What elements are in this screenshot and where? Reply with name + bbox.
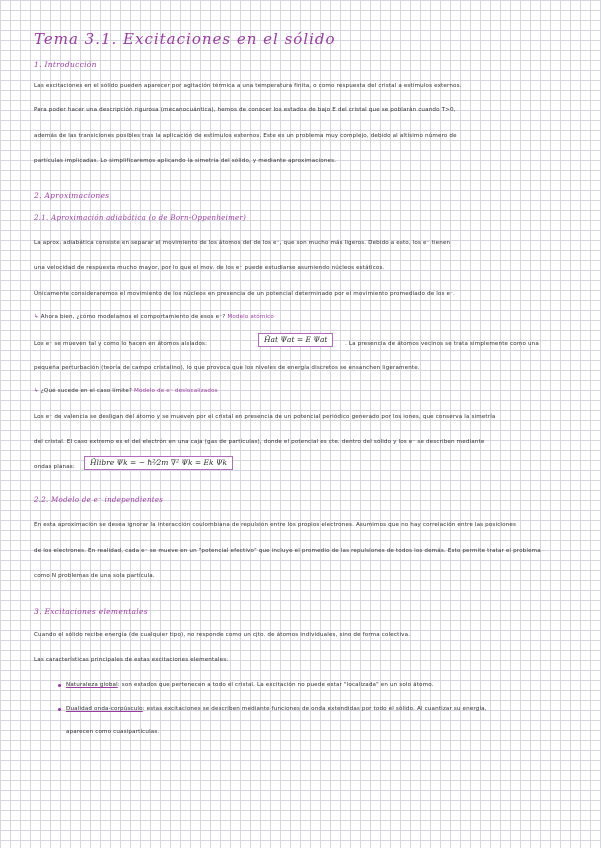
text-fragment: Los e⁻ se mueven tal y como lo hacen en átomos aislados: — [34, 341, 208, 347]
text-line: En esta aproximación se desea ignorar la interacción coulombiana de repulsión entre los propios electrones. Asumimos que no hay correlación entre las posiciones — [34, 522, 517, 528]
bullet-icon — [58, 708, 61, 711]
bullet-text: : estas excitaciones se describen mediante funciones de onda extendidas por todo el sólido. Al cuantizar su energía, — [142, 706, 487, 712]
page-title: Tema 3.1. Excitaciones en el sólido — [34, 30, 336, 48]
text-line: La aprox. adiabática consiste en separar el movimiento de los átomos del de los e⁻, que son mucho más ligeros. Debido a esto, los e⁻ tienen — [34, 240, 451, 246]
text-line: una velocidad de respuesta mucho mayor, por lo que el mov. de los e⁻ puede estudiarse asumiendo núcleos estáticos. — [34, 265, 385, 271]
section-heading-introduccion: 1. Introducción — [34, 60, 97, 69]
section-heading-excitaciones: 3. Excitaciones elementales — [34, 607, 148, 616]
text-line: como N problemas de una sola partícula. — [34, 573, 155, 579]
text-line-with-formula — [34, 340, 207, 348]
question-line — [34, 387, 218, 395]
text-line: Únicamente consideraremos el movimiento de los núcleos en presencia de un potencial determinado por el movimiento promediado de los e⁻. — [34, 291, 456, 297]
subsection-heading-adiabatica: 2.1. Aproximación adiabática (o de Born-Oppenheimer) — [34, 214, 247, 222]
text-line: del cristal. El caso extremo es el del electrón en una caja (gas de partículas), donde el potencial es cte. dentro del sólido y los e⁻ se describen mediante — [34, 439, 485, 445]
bullet-term: Naturaleza global — [66, 682, 118, 688]
question-line — [34, 313, 274, 321]
bullet-item — [66, 705, 487, 713]
text-line: además de las transiciones posibles tras la aplicación de estímulos externos. Este es un problema muy complejo, debido al altísimo número de — [34, 133, 457, 139]
question-answer: Modelo atómico — [227, 314, 274, 320]
text-line: Las excitaciones en el sólido pueden aparecer por agitación térmica a una temperatura finita, o como respuesta del cristal a estímulos externos. — [34, 83, 462, 89]
text-fragment: . La presencia de átomos vecinos se trata simplemente como una — [345, 341, 539, 347]
subsection-heading-independientes: 2.2. Modelo de e⁻ independientes — [34, 496, 164, 504]
text-line: Las características principales de estas excitaciones elementales: — [34, 657, 229, 663]
text-fragment: ondas planas: — [34, 464, 75, 470]
arrow-icon: ↳ — [34, 314, 39, 320]
bullet-text: : son estados que pertenecen a todo el cristal. La excitación no puede estar "localizada" en un solo átomo. — [117, 682, 434, 688]
text-line: Para poder hacer una descripción rigurosa (mecanocuántica), hemos de conocer los estados de bajo E del cristal que se poblarán cuando T>0, — [34, 107, 456, 113]
text-line: pequeña perturbación (teoría de campo cristalino), lo que provoca que los niveles de energía discretos se ensanchen ligeramente. — [34, 365, 420, 371]
formula-box-atomic: Ĥat Ψat = E Ψat — [258, 333, 333, 347]
text-line: de los electrones. En realidad, cada e⁻ se mueve en un "potencial efectivo" que incluye el promedio de las repulsiones de todos los demás. Esto permite tratar el problema — [34, 548, 541, 554]
bullet-continuation: aparecen como cuasipartículas. — [66, 729, 160, 735]
text-line: partículas implicadas. Lo simplificaremos aplicando la simetría del sólido, y mediante aproximaciones. — [34, 158, 337, 164]
question-text: Ahora bien, ¿cómo modelamos el comportamiento de esos e⁻? — [40, 314, 226, 320]
bullet-term: Dualidad onda-corpúsculo — [66, 706, 143, 712]
section-heading-aproximaciones: 2. Aproximaciones — [34, 191, 110, 200]
text-line: Los e⁻ de valencia se desligan del átomo y se mueven por el cristal en presencia de un potencial periódico generado por los iones, que conserva la simetría — [34, 414, 496, 420]
formula-box-free-electron: Ĥlibre Ψk = − ħ²⁄2m ∇² Ψk = Ek Ψk — [84, 456, 233, 470]
question-text: ¿Qué sucede en el caso límite? — [40, 388, 133, 394]
bullet-item — [66, 681, 434, 689]
question-answer: Modelo de e⁻ deslocalizados — [133, 388, 218, 394]
bullet-icon — [58, 684, 61, 687]
arrow-icon: ↳ — [34, 388, 39, 394]
text-line: Cuando el sólido recibe energía (de cualquier tipo), no responde como un cjto. de átomos individuales, sino de forma colectiva. — [34, 632, 411, 638]
